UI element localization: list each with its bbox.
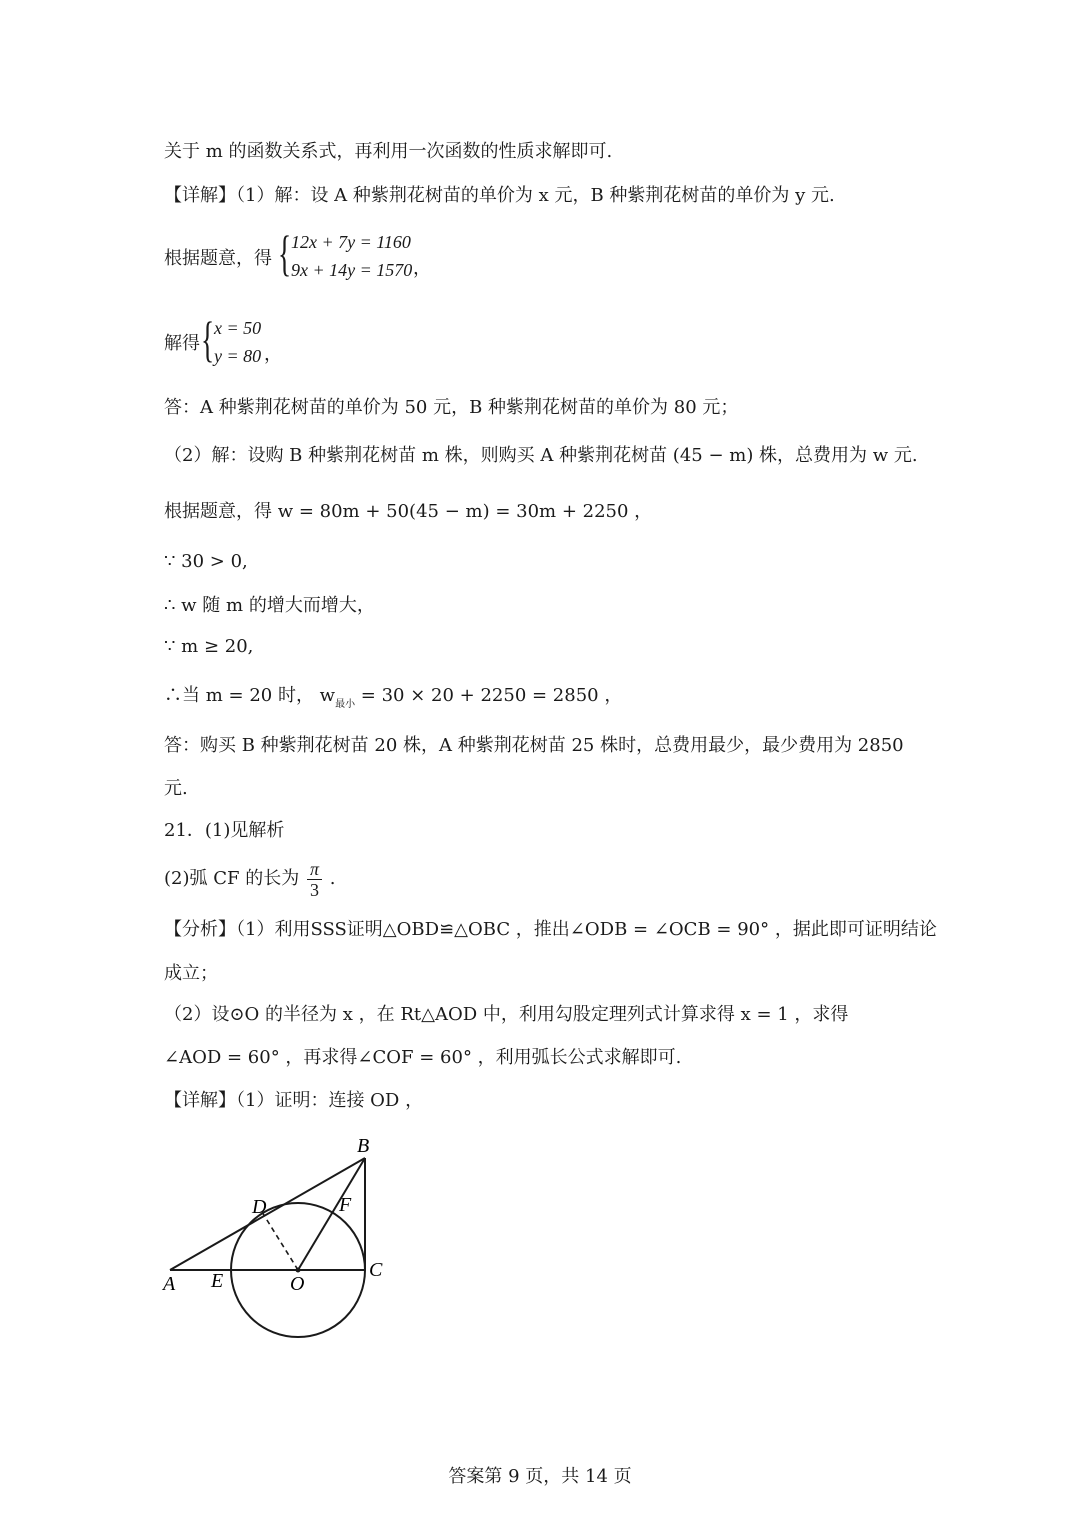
- line-5: 答：A 种紫荆花树苗的单价为 50 元，B 种紫荆花树苗的单价为 80 元；: [164, 397, 739, 418]
- line-11: [164, 683, 622, 718]
- line-8: ∵ 30 > 0,: [164, 551, 248, 572]
- line-12: 答：购买 B 种紫荆花树苗 20 株，A 种紫荆花树苗 25 株时，总费用最少，最少费用为 2850: [164, 735, 904, 756]
- line-1: 关于 m 的函数关系式，再利用一次函数的性质求解即可.: [164, 141, 613, 162]
- line-10: ∵ m ≥ 20,: [164, 636, 254, 657]
- line-15: [164, 858, 335, 900]
- line-3-suffix: ，: [413, 258, 431, 279]
- line-17: 成立；: [164, 963, 218, 984]
- label-f: F: [339, 1194, 352, 1216]
- solution-system: [214, 314, 261, 370]
- fraction-numerator: π: [307, 859, 322, 880]
- equation-system-1: [291, 228, 412, 284]
- equation-brace: {: [278, 225, 292, 281]
- line-11-b: = 30 × 20 + 2250 = 2850 ，: [355, 685, 623, 706]
- line-11-a: ∴当 m = 20 时， w: [164, 685, 336, 706]
- label-o: O: [290, 1273, 305, 1295]
- solution-brace: {: [201, 311, 215, 367]
- line-13: 元.: [164, 778, 188, 799]
- label-e: E: [211, 1270, 224, 1292]
- center-point-o: [296, 1268, 301, 1273]
- label-d: D: [252, 1196, 267, 1218]
- fraction-denominator: 3: [309, 879, 319, 900]
- line-11-subscript: 最小: [335, 699, 356, 710]
- label-b: B: [357, 1135, 370, 1157]
- line-15-suffix: .: [329, 868, 336, 889]
- solution-y: y = 80: [214, 346, 262, 366]
- equation-1: 12x + 7y = 1160: [291, 232, 411, 252]
- line-18: （2）设⊙O 的半径为 x ，在 Rt△AOD 中，利用勾股定理列式计算求得 x = 1 ，求得: [164, 1004, 849, 1025]
- label-c: C: [369, 1259, 383, 1281]
- geometry-figure: [150, 1125, 410, 1350]
- line-20: 【详解】（1）证明：连接 OD ，: [164, 1090, 424, 1111]
- solution-x: x = 50: [214, 318, 262, 338]
- line-4-prefix: 解得: [164, 333, 200, 354]
- line-2: 【详解】（1）解：设 A 种紫荆花树苗的单价为 x 元，B 种紫荆花树苗的单价为 y 元.: [164, 185, 835, 206]
- line-7: 根据题意，得 w = 80m + 50(45 − m) = 30m + 2250 ，: [164, 501, 653, 522]
- line-9: ∴ w 随 m 的增大而增大，: [164, 595, 375, 616]
- line-14: 21．(1)见解析: [164, 820, 285, 841]
- line-4-suffix: ，: [264, 344, 282, 365]
- line-16: 【分析】（1）利用SSS证明△OBD≌△OBC ，推出∠ODB = ∠OCB = 90° ，据此即可证明结论: [164, 919, 937, 940]
- segment-od-dashed: [262, 1212, 298, 1270]
- label-a: A: [163, 1273, 176, 1295]
- line-3-prefix: 根据题意，得: [164, 248, 272, 269]
- equation-2: 9x + 14y = 1570: [291, 260, 413, 280]
- line-6: （2）解：设购 B 种紫荆花树苗 m 株，则购买 A 种紫荆花树苗 (45 − m) 株，总费用为 w 元.: [164, 445, 918, 466]
- line-19: ∠AOD = 60° ，再求得∠COF = 60° ，利用弧长公式求解即可.: [164, 1047, 682, 1068]
- pi-over-3-fraction: [307, 859, 322, 900]
- page-footer: 答案第 9 页，共 14 页: [448, 1466, 632, 1487]
- line-15-prefix: (2)弧 CF 的长为: [164, 868, 300, 889]
- segment-ob: [298, 1158, 365, 1270]
